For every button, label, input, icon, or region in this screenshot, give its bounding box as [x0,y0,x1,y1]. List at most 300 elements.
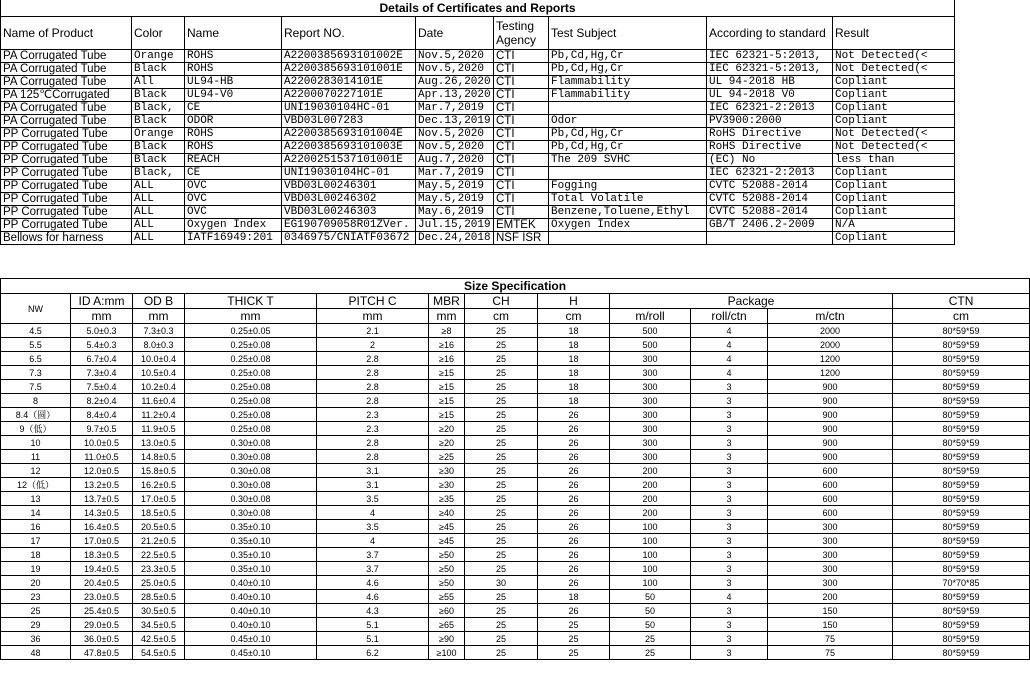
size-cell: 80*59*59 [893,478,1030,492]
size-cell: 6.7±0.4 [71,352,133,366]
certificate-cell: OVC [185,206,282,219]
size-cell: 50 [610,618,691,632]
certificate-cell: Apr.13,2020 [416,89,494,102]
certificate-cell: NSF ISR [494,232,549,245]
size-row [1,562,1030,576]
certificate-cell: VBD03L00246302 [282,193,416,206]
certificate-cell: VBD03L00246303 [282,206,416,219]
size-cell: 80*59*59 [893,352,1030,366]
size-cell: 25 [465,646,538,660]
size-cell: ≥15 [429,408,465,422]
header-thick: THICK T [185,294,317,309]
certificate-cell: PP Corrugated Tube [1,154,132,167]
size-cell: 10.5±0.4 [133,366,185,380]
size-cell: 0.40±0.10 [185,590,317,604]
size-cell: 54.5±0.5 [133,646,185,660]
size-cell: ≥100 [429,646,465,660]
size-cell: 3 [691,436,768,450]
certificate-cell: ROHS [185,50,282,63]
size-cell: 80*59*59 [893,590,1030,604]
certificate-cell: Black, [132,102,185,115]
certificate-cell: Nov.5,2020 [416,50,494,63]
size-cell: 36.0±0.5 [71,632,133,646]
size-cell: 0.40±0.10 [185,576,317,590]
certificate-cell: Not Detected(< [833,50,955,63]
size-row [1,324,1030,338]
size-cell: 300 [768,576,893,590]
size-cell: 18 [538,394,610,408]
size-cell: 80*59*59 [893,366,1030,380]
size-cell: ≥50 [429,548,465,562]
certificate-cell: ROHS [185,128,282,141]
size-cell: 34.5±0.5 [133,618,185,632]
certificate-cell: Orange [132,50,185,63]
certificate-cell: PP Corrugated Tube [1,167,132,180]
certificate-cell: Copliant [833,89,955,102]
size-cell: 7.5±0.4 [71,380,133,394]
certificate-row [1,180,955,193]
size-cell: 2.8 [317,394,429,408]
certificate-row [1,167,955,180]
size-cell: 4 [691,338,768,352]
header-ch: CH [465,294,538,309]
size-cell: 19 [1,562,71,576]
size-cell: 7.5 [1,380,71,394]
size-cell: 15.8±0.5 [133,464,185,478]
size-cell: 18 [538,590,610,604]
size-cell: 100 [610,562,691,576]
size-cell: 900 [768,394,893,408]
size-cell: 13 [1,492,71,506]
size-cell: 2.8 [317,450,429,464]
size-cell: 600 [768,478,893,492]
certificate-cell: Orange [132,128,185,141]
size-cell: 3.5 [317,520,429,534]
certificate-cell: Not Detected(< [833,128,955,141]
size-cell: 30.5±0.5 [133,604,185,618]
size-cell: 26 [538,562,610,576]
size-cell: 4 [691,590,768,604]
size-cell: 8.2±0.4 [71,394,133,408]
size-cell: 10.0±0.5 [71,436,133,450]
size-cell: 3 [691,408,768,422]
unit-cell: cm [893,309,1030,324]
size-cell: 25 [465,366,538,380]
certificate-cell: PP Corrugated Tube [1,128,132,141]
certificate-cell: A2200251537101001E [282,154,416,167]
size-cell: 100 [610,548,691,562]
size-cell: 2.8 [317,366,429,380]
size-cell: 18 [538,380,610,394]
size-cell: 25 [465,492,538,506]
unit-cell: mm [317,309,429,324]
size-row [1,422,1030,436]
size-cell: 3 [691,506,768,520]
certificate-cell: Mar.7,2019 [416,167,494,180]
size-cell: 25 [465,352,538,366]
size-cell: ≥30 [429,478,465,492]
size-cell: 47.8±0.5 [71,646,133,660]
size-cell: 2.3 [317,408,429,422]
certificate-cell: ODOR [185,115,282,128]
certificate-cell: CTI [494,141,549,154]
certificate-cell: Fogging [549,180,707,193]
size-cell: 8.4（圆） [1,408,71,422]
size-cell: ≥30 [429,464,465,478]
certificate-row [1,89,955,102]
size-row [1,436,1030,450]
size-cell: 29.0±0.5 [71,618,133,632]
size-cell: 2.8 [317,380,429,394]
certificate-cell: VBD03L007283 [282,115,416,128]
header-name: Name [185,17,282,50]
size-cell: 3 [691,464,768,478]
size-cell: 4 [691,324,768,338]
size-cell: 10 [1,436,71,450]
size-cell: 200 [610,478,691,492]
size-cell: 80*59*59 [893,646,1030,660]
size-cell: 10.0±0.4 [133,352,185,366]
certificate-cell: Nov.5,2020 [416,63,494,76]
certificate-cell: Copliant [833,115,955,128]
size-cell: 10.2±0.4 [133,380,185,394]
size-cell: 0.25±0.08 [185,380,317,394]
certificate-cell: Black [132,63,185,76]
certificate-cell: A2200385693101001E [282,63,416,76]
size-cell: 4 [317,506,429,520]
size-cell: 20.5±0.5 [133,520,185,534]
size-cell: 3 [691,562,768,576]
size-cell: 25 [465,394,538,408]
certificate-cell: Dec.24,2018 [416,232,494,245]
size-specification-table [0,278,1030,660]
size-cell: 25 [538,618,610,632]
size-cell: 25 [465,562,538,576]
size-cell: 0.30±0.08 [185,464,317,478]
size-cell: 13.2±0.5 [71,478,133,492]
size-cell: 300 [610,380,691,394]
certificate-cell: CTI [494,76,549,89]
size-cell: 50 [610,604,691,618]
size-cell: 9.7±0.5 [71,422,133,436]
unit-cell: cm [538,309,610,324]
size-cell: 4 [691,366,768,380]
size-cell: 26 [538,506,610,520]
certificate-cell: RoHS Directive [707,128,833,141]
size-cell: ≥20 [429,436,465,450]
certificate-cell: Bellows for harness [1,232,132,245]
certificate-cell: PA 125℃Corrugated [1,89,132,102]
size-cell: 6.5 [1,352,71,366]
certificate-cell: REACH [185,154,282,167]
certificate-cell: PA Corrugated Tube [1,76,132,89]
size-cell: 0.30±0.08 [185,478,317,492]
size-cell: 25 [465,380,538,394]
size-cell: 25 [465,506,538,520]
size-cell: 13.0±0.5 [133,436,185,450]
size-cell: 25 [465,450,538,464]
size-cell: 25 [465,632,538,646]
size-cell: 26 [538,576,610,590]
size-cell: 30 [465,576,538,590]
size-cell: 3 [691,394,768,408]
size-cell: 4 [317,534,429,548]
certificate-row [1,193,955,206]
certificate-cell: Copliant [833,193,955,206]
header-report-no: Report NO. [282,17,416,50]
size-cell: 25 [465,338,538,352]
certificate-cell: CTI [494,102,549,115]
size-cell: 150 [768,604,893,618]
size-cell: 25 [465,534,538,548]
header-name-of-product: Name of Product [1,17,132,50]
size-cell: 200 [610,464,691,478]
header-result: Result [833,17,955,50]
certificate-cell: PP Corrugated Tube [1,141,132,154]
size-cell: 48 [1,646,71,660]
size-cell: 1200 [768,352,893,366]
certificate-cell: Not Detected(< [833,141,955,154]
certificate-cell: CTI [494,128,549,141]
size-cell: 19.4±0.5 [71,562,133,576]
size-cell: 300 [768,534,893,548]
size-cell: 2.3 [317,422,429,436]
size-cell: ≥50 [429,562,465,576]
size-cell: 80*59*59 [893,506,1030,520]
certificate-row [1,102,955,115]
certificate-cell: CE [185,102,282,115]
size-cell: 28.5±0.5 [133,590,185,604]
header-h: H [538,294,610,309]
size-cell: 900 [768,422,893,436]
certificate-cell [549,167,707,180]
size-cell: 26 [538,408,610,422]
certificate-cell: PP Corrugated Tube [1,193,132,206]
size-cell: 7.3±0.3 [133,324,185,338]
size-cell: 300 [768,520,893,534]
certificate-cell: Nov.5,2020 [416,141,494,154]
size-cell: 8.4±0.4 [71,408,133,422]
size-cell: 900 [768,450,893,464]
certificate-cell: A2200385693101003E [282,141,416,154]
size-cell: 4 [691,352,768,366]
size-cell: 0.35±0.10 [185,534,317,548]
size-cell: 3.7 [317,548,429,562]
size-cell: 42.5±0.5 [133,632,185,646]
size-cell: 20 [1,576,71,590]
certificate-cell: Copliant [833,206,955,219]
size-cell: 80*59*59 [893,450,1030,464]
size-cell: 25 [465,520,538,534]
size-cell: 80*59*59 [893,380,1030,394]
certificate-cell: A2200070227101E [282,89,416,102]
certificate-cell: RoHS Directive [707,141,833,154]
certificate-cell: IEC 62321-2:2013 [707,102,833,115]
certificate-cell: A2200385693101004E [282,128,416,141]
certificate-cell: May.5,2019 [416,180,494,193]
header-ctn: CTN [893,294,1030,309]
certificate-cell: ALL [132,193,185,206]
size-cell: 900 [768,436,893,450]
size-cell: ≥60 [429,604,465,618]
certificate-cell: PA Corrugated Tube [1,63,132,76]
size-cell: 12.0±0.5 [71,464,133,478]
certificate-cell: Black [132,115,185,128]
certificate-cell: Nov.5,2020 [416,128,494,141]
certificate-cell: Flammability [549,76,707,89]
size-cell: 9（低） [1,422,71,436]
certificate-cell [549,102,707,115]
size-cell: 11.6±0.4 [133,394,185,408]
size-cell: 5.5 [1,338,71,352]
certificate-cell: UL 94-2018 HB [707,76,833,89]
size-cell: 25 [465,436,538,450]
certificate-row [1,206,955,219]
size-row [1,366,1030,380]
size-cell: 3.1 [317,478,429,492]
size-cell: 3.5 [317,492,429,506]
size-row [1,450,1030,464]
size-cell: 25 [465,604,538,618]
size-cell: 0.25±0.08 [185,366,317,380]
size-cell: 600 [768,506,893,520]
size-row [1,338,1030,352]
size-cell: 80*59*59 [893,324,1030,338]
size-cell: ≥25 [429,450,465,464]
certificates-table [0,0,955,245]
size-cell: 14.3±0.5 [71,506,133,520]
size-cell: 80*59*59 [893,338,1030,352]
size-row [1,576,1030,590]
certificate-cell: Benzene,Toluene,Ethyl [549,206,707,219]
size-cell: 0.35±0.10 [185,548,317,562]
header-pitch: PITCH C [317,294,429,309]
size-cell: 18 [538,366,610,380]
size-cell: 600 [768,492,893,506]
size-cell: 75 [768,632,893,646]
certificate-row [1,154,955,167]
size-cell: 0.30±0.08 [185,450,317,464]
size-cell: 3 [691,534,768,548]
size-cell: 26 [538,450,610,464]
certificate-row [1,115,955,128]
size-row [1,590,1030,604]
size-cell: 16.2±0.5 [133,478,185,492]
size-cell: ≥15 [429,380,465,394]
size-cell: 29 [1,618,71,632]
size-cell: 16 [1,520,71,534]
size-cell: 8 [1,394,71,408]
certificate-cell: CVTC 52088-2014 [707,193,833,206]
size-cell: 18 [538,352,610,366]
size-cell: 25 [465,464,538,478]
size-cell: 80*59*59 [893,394,1030,408]
size-cell: 70*70*85 [893,576,1030,590]
size-cell: ≥16 [429,338,465,352]
size-cell: 300 [610,394,691,408]
size-row [1,464,1030,478]
header-date: Date [416,17,494,50]
size-cell: 80*59*59 [893,632,1030,646]
certificate-cell: UNI19030104HC-01 [282,102,416,115]
certificate-cell: less than [833,154,955,167]
size-cell: 3 [691,646,768,660]
size-cell: 0.40±0.10 [185,618,317,632]
certificate-cell: ALL [132,219,185,232]
certificate-cell: Odor [549,115,707,128]
size-cell: 200 [610,506,691,520]
certificate-cell: The 209 SVHC [549,154,707,167]
size-cell: 20.4±0.5 [71,576,133,590]
size-cell: 80*59*59 [893,534,1030,548]
size-cell: 300 [768,562,893,576]
size-cell: ≥90 [429,632,465,646]
size-row [1,478,1030,492]
certificate-cell: CE [185,167,282,180]
size-row [1,534,1030,548]
certificate-cell: Not Detected(< [833,63,955,76]
size-row [1,492,1030,506]
certificate-cell: (EC) No [707,154,833,167]
size-row [1,646,1030,660]
certificate-cell: CTI [494,115,549,128]
unit-cell: m/ctn [768,309,893,324]
size-cell: 26 [538,492,610,506]
certificate-cell: Oxygen Index [549,219,707,232]
certificate-cell: IATF16949:201 [185,232,282,245]
certificate-cell: May.5,2019 [416,193,494,206]
size-cell: 1200 [768,366,893,380]
certificate-cell: PP Corrugated Tube [1,180,132,193]
size-cell: ≥40 [429,506,465,520]
unit-cell: roll/ctn [691,309,768,324]
size-cell: 2000 [768,338,893,352]
size-row [1,394,1030,408]
certificate-cell: CTI [494,193,549,206]
size-cell: 14.8±0.5 [133,450,185,464]
certificate-cell: IEC 62321-2:2013 [707,167,833,180]
size-cell: 300 [768,548,893,562]
size-cell: 0.25±0.08 [185,394,317,408]
size-cell: 11.9±0.5 [133,422,185,436]
size-cell: 80*59*59 [893,464,1030,478]
size-cell: 8.0±0.3 [133,338,185,352]
size-cell: 25 [538,632,610,646]
certificate-row [1,50,955,63]
size-cell: 100 [610,520,691,534]
certificate-cell: PA Corrugated Tube [1,115,132,128]
size-cell: 4.6 [317,590,429,604]
certificate-cell: 0346975/CNIATF03672 [282,232,416,245]
certificate-cell: UL94-V0 [185,89,282,102]
size-cell: 300 [610,450,691,464]
size-cell: ≥55 [429,590,465,604]
certificate-cell: PA Corrugated Tube [1,102,132,115]
size-cell: 80*59*59 [893,562,1030,576]
certificate-cell: CTI [494,206,549,219]
size-cell: 3 [691,422,768,436]
certificate-row [1,232,955,245]
certificate-cell: Pb,Cd,Hg,Cr [549,128,707,141]
header-test-subject: Test Subject [549,17,707,50]
certificate-cell: Dec.13,2019 [416,115,494,128]
size-cell: 25 [610,632,691,646]
certificate-cell: A2200385693101002E [282,50,416,63]
certificate-cell: PV3900:2000 [707,115,833,128]
size-cell: 25 [538,646,610,660]
size-cell: 22.5±0.5 [133,548,185,562]
size-cell: 50 [610,590,691,604]
